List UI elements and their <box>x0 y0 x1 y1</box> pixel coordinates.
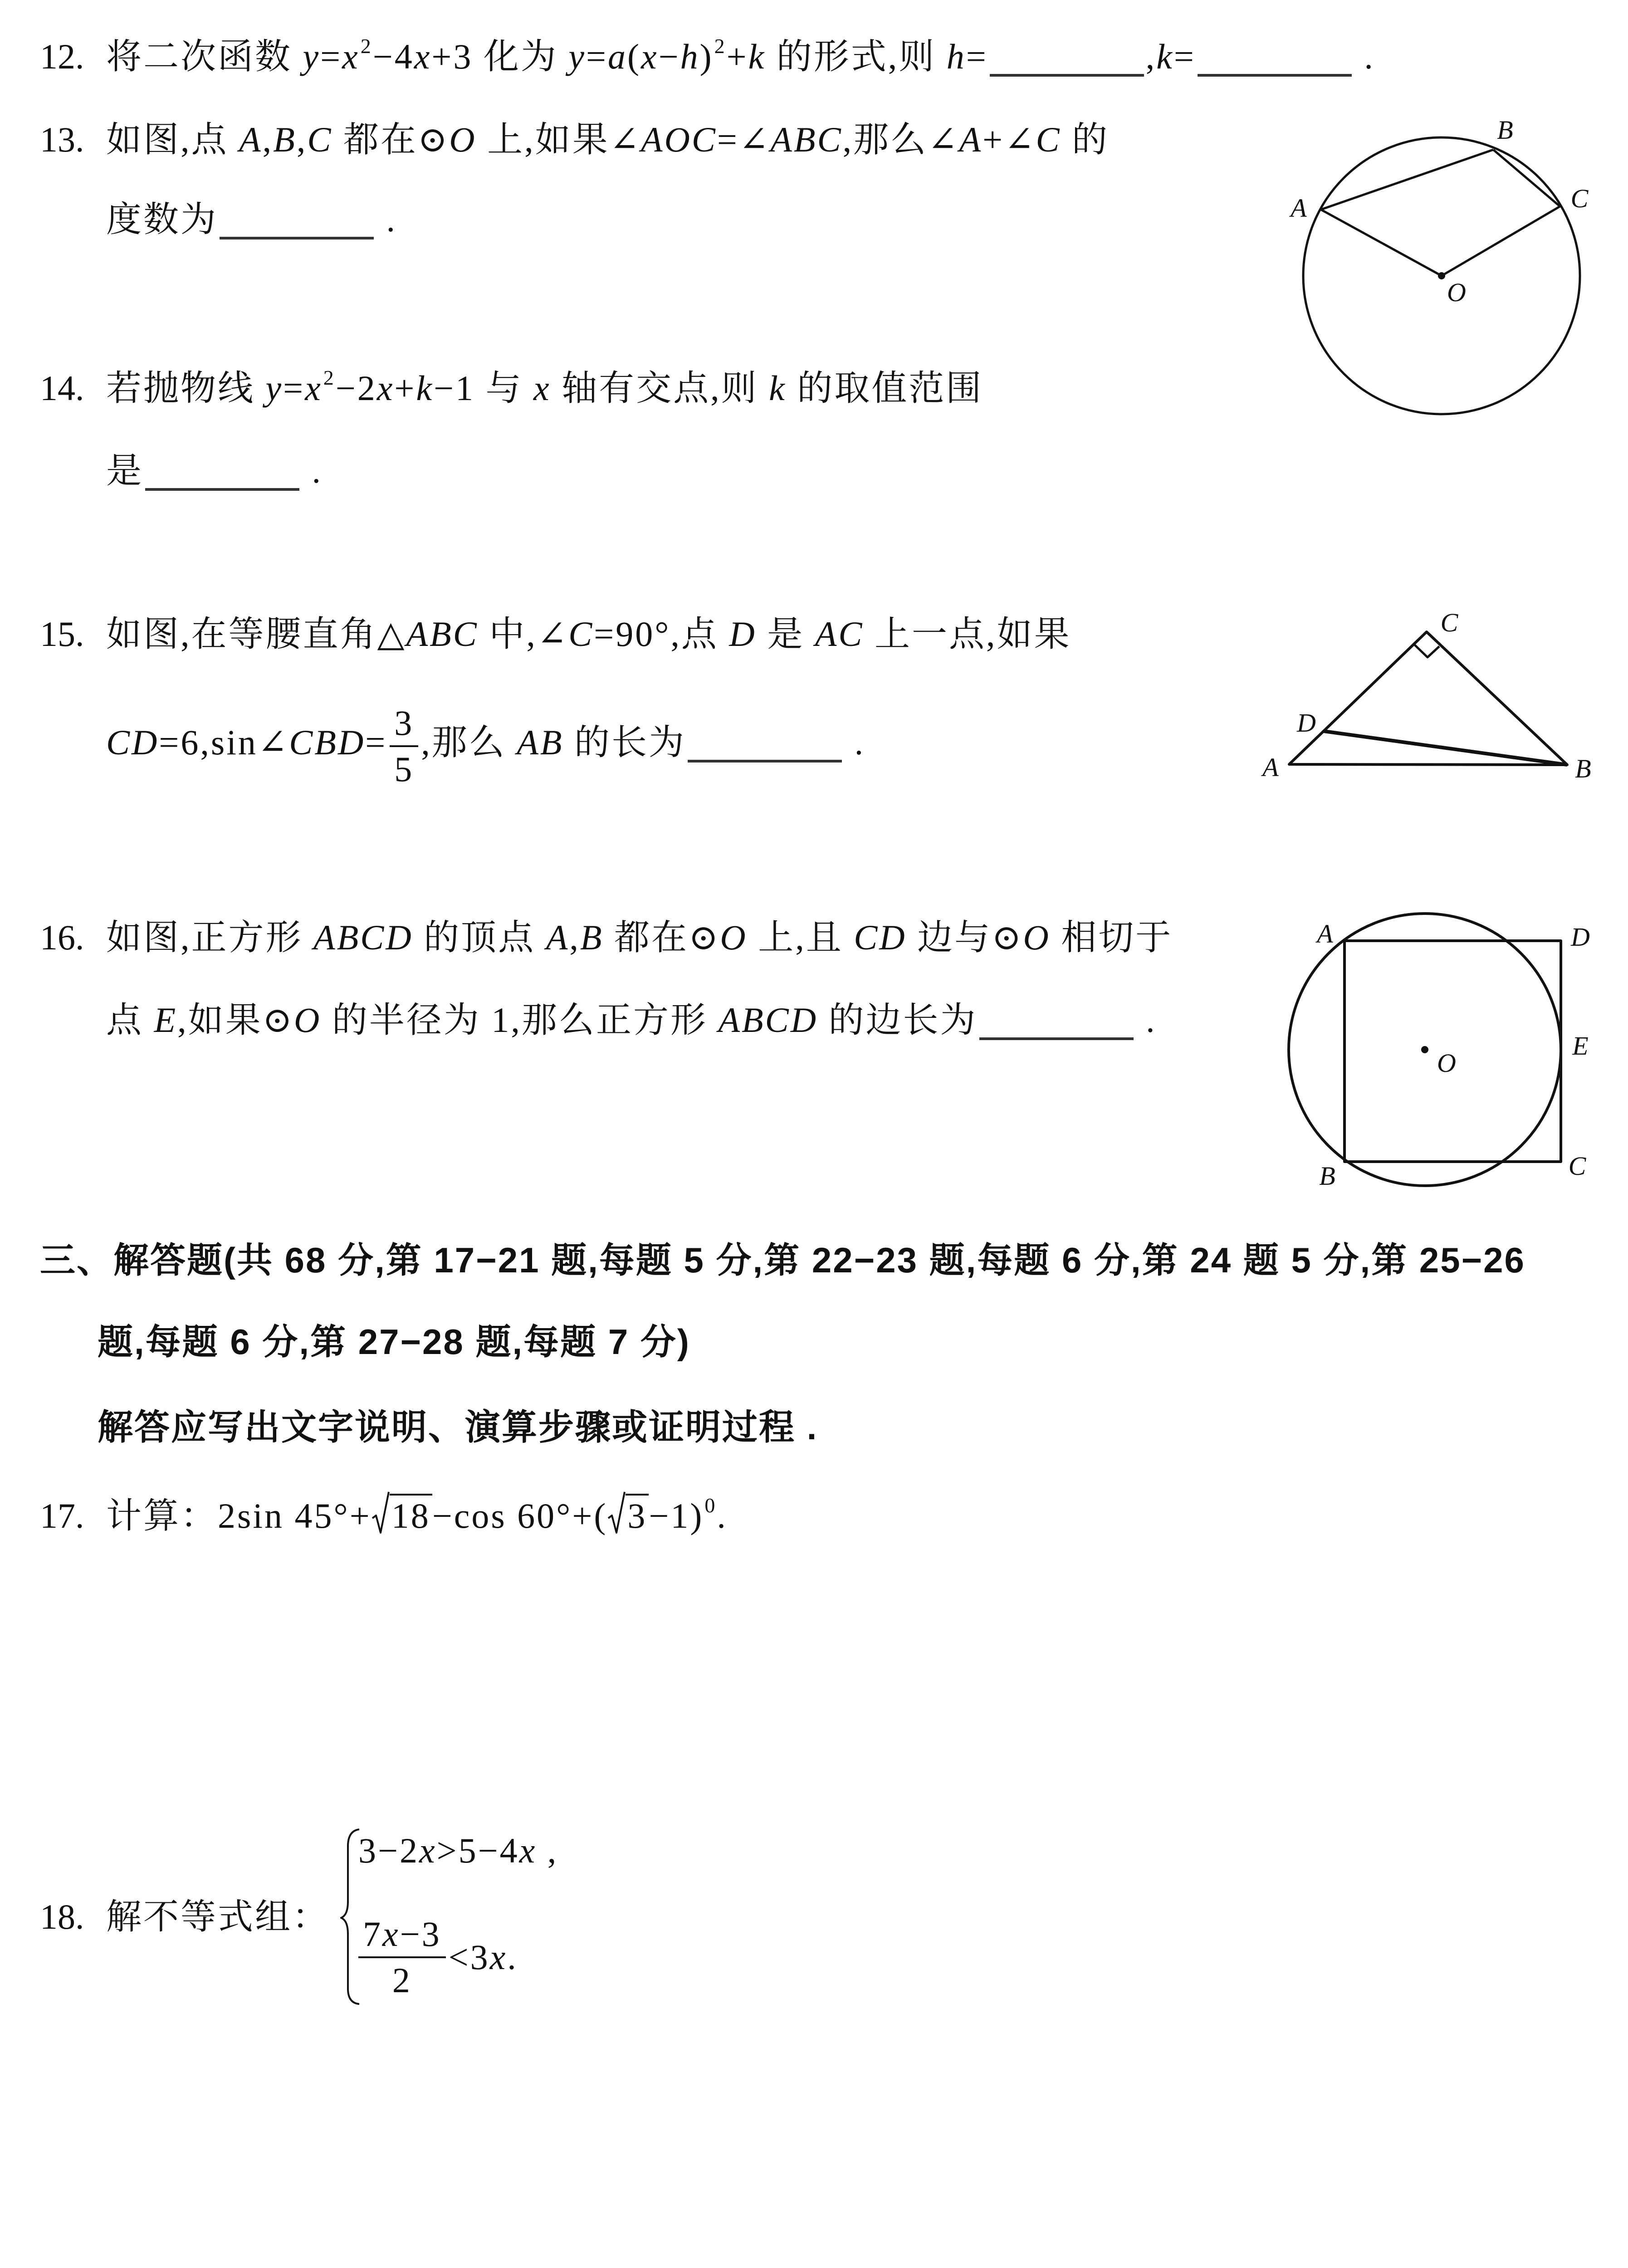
section-3-heading-line-1: 三、解答题(共 68 分,第 17−21 题,每题 5 分,第 22−23 题,每题 6 分,第 24 题 5 分,第 25−26 <box>40 1240 1525 1280</box>
question-14-line-2 <box>106 448 323 494</box>
superscript: 2 <box>360 34 373 58</box>
answer-blank <box>220 237 374 240</box>
text-run: 上,如果∠ <box>476 120 641 159</box>
question-16-line-1 <box>106 915 1173 960</box>
label-b: B <box>1319 1161 1335 1191</box>
question-13-line-2 <box>106 197 397 242</box>
label-b: B <box>1497 115 1513 145</box>
radicand <box>626 1494 649 1534</box>
text-run: 度数为 <box>106 200 218 239</box>
inequality-1 <box>358 1828 558 1873</box>
math-variable: x <box>533 368 551 408</box>
text-run: . <box>507 1937 518 1977</box>
math-variable: x <box>419 1831 437 1870</box>
math-variable: y <box>265 368 284 408</box>
text-run: 2 <box>392 1960 412 2000</box>
math-variable: ABCD <box>718 1000 818 1040</box>
text-run: 的顶点 <box>413 918 546 957</box>
math-variable: C <box>568 614 594 654</box>
math-variable: AOC <box>640 120 717 159</box>
text-run: 如图,点 <box>106 120 240 159</box>
text-run: , <box>537 1831 558 1870</box>
text-run: −cos 60°+( <box>432 1496 608 1535</box>
math-variable: CD <box>106 723 159 762</box>
right-angle-mark-icon <box>1415 645 1439 657</box>
text-run: 3 <box>394 703 414 743</box>
text-run: = <box>365 723 387 762</box>
math-variable: ABC <box>770 120 843 159</box>
math-variable: D <box>729 614 757 654</box>
text-run: 的半径为 1,那么正方形 <box>321 1000 719 1040</box>
text-run: =∠ <box>717 120 771 159</box>
text-run: −4 <box>372 37 414 76</box>
text-run: , <box>1145 37 1157 76</box>
question-15-line-1 <box>106 611 1071 657</box>
text-run: 上一点,如果 <box>864 614 1071 654</box>
question-13-figure-circle-abc <box>1261 104 1624 431</box>
math-variable: y <box>568 37 587 76</box>
math-variable: h <box>680 37 700 76</box>
text-run: 轴有交点,则 <box>551 368 769 408</box>
answer-blank <box>990 74 1144 77</box>
question-14-line-1 <box>106 366 983 411</box>
question-16-line-2 <box>106 997 1157 1043</box>
fraction-denominator <box>394 747 414 787</box>
fraction-denominator <box>392 1958 412 1998</box>
math-variable: O <box>720 918 748 957</box>
question-13-number: 13. <box>40 120 84 159</box>
label-a: A <box>1317 919 1333 948</box>
math-variable: AC <box>815 614 864 654</box>
text-run: = <box>1173 37 1196 76</box>
brace-path <box>341 1829 359 2004</box>
text-run: 18 <box>391 1496 430 1535</box>
answer-blank <box>979 1037 1134 1040</box>
question-15-figure-triangle <box>1252 603 1615 794</box>
question-13-line-1 <box>106 117 1109 162</box>
text-run: +3 化为 <box>431 37 569 76</box>
text-run: >5−4 <box>436 1831 519 1870</box>
question-12-number: 12. <box>40 37 84 76</box>
text-run: 5 <box>394 749 414 789</box>
question-15-line-2 <box>106 703 865 789</box>
question-16-number: 16. <box>40 918 84 957</box>
text-run: −2 <box>335 368 377 408</box>
text-run: 计算：2sin 45°+ <box>106 1496 372 1535</box>
text-run: 7 <box>363 1914 382 1954</box>
question-18-label: 解不等式组： <box>106 1897 330 1936</box>
text-run: . <box>376 200 397 239</box>
math-variable: k <box>769 368 787 408</box>
fraction <box>390 705 418 787</box>
text-run: +∠ <box>983 120 1036 159</box>
segment-ao <box>1321 210 1442 276</box>
fraction <box>358 1916 446 1998</box>
radicand <box>390 1494 432 1534</box>
segment-db <box>1324 731 1567 765</box>
text-run: + <box>726 37 748 76</box>
text-run: 的取值范围 <box>786 368 983 408</box>
question-17-number: 17. <box>40 1496 84 1535</box>
text-run: . <box>844 723 865 762</box>
segment-bc <box>1493 150 1560 206</box>
math-variable: A <box>239 120 263 159</box>
math-variable: x <box>414 37 432 76</box>
section-3-heading-line-2: 题,每题 6 分,第 27−28 题,每题 7 分) <box>98 1322 690 1362</box>
math-variable: CBD <box>289 723 366 762</box>
text-run: = <box>586 37 608 76</box>
label-d: D <box>1297 708 1316 738</box>
question-16-figure-square-circle <box>1270 903 1628 1211</box>
text-run: 中,∠ <box>478 614 569 654</box>
text-run: <3 <box>448 1937 490 1977</box>
math-variable: A <box>546 918 570 957</box>
answer-blank <box>145 488 299 491</box>
text-run: 的长为 <box>563 723 686 762</box>
label-a: A <box>1291 193 1307 223</box>
math-variable: B <box>273 120 297 159</box>
math-variable: y <box>303 37 321 76</box>
math-variable: AB <box>517 723 564 762</box>
text-run: ,那么∠ <box>842 120 959 159</box>
math-variable: x <box>519 1831 537 1870</box>
text-run: . <box>301 451 323 490</box>
math-variable: x <box>342 37 360 76</box>
math-variable: k <box>1156 37 1174 76</box>
text-run: 边与⊙ <box>906 918 1023 957</box>
center-point-o <box>1421 1046 1428 1053</box>
square-root <box>607 1494 649 1534</box>
radical-sign-icon <box>607 1491 626 1535</box>
label-o: O <box>1437 1048 1456 1078</box>
math-variable: E <box>154 1000 178 1040</box>
text-run: 如图,在等腰直角△ <box>106 614 406 654</box>
text-run: . <box>717 1496 728 1535</box>
math-variable: x <box>489 1937 508 1977</box>
text-run: 的形式,则 <box>766 37 947 76</box>
text-run: = <box>283 368 305 408</box>
math-variable: C <box>307 120 333 159</box>
fraction-numerator <box>390 705 418 747</box>
label-c: C <box>1568 1151 1586 1181</box>
text-run: − <box>658 37 680 76</box>
answer-blank <box>688 760 842 763</box>
label-o: O <box>1447 278 1466 307</box>
text-run: 3 <box>627 1496 647 1535</box>
label-c: C <box>1570 184 1589 213</box>
square-root <box>372 1494 432 1534</box>
text-run: 的边长为 <box>818 1000 978 1040</box>
text-run: 都在⊙ <box>332 120 450 159</box>
segment-co <box>1442 206 1560 276</box>
text-run: ( <box>627 37 641 76</box>
math-variable: a <box>608 37 628 76</box>
math-variable: O <box>449 120 477 159</box>
text-run: 点 <box>106 1000 154 1040</box>
math-variable: h <box>946 37 966 76</box>
question-15-number: 15. <box>40 614 84 654</box>
text-run: −1 与 <box>434 368 534 408</box>
question-14-number: 14. <box>40 368 84 408</box>
text-run: , <box>262 120 274 159</box>
label-a: A <box>1262 753 1279 782</box>
text-run: −1) <box>649 1496 704 1535</box>
math-variable: B <box>580 918 604 957</box>
text-run: =6,sin∠ <box>159 723 289 762</box>
text-run: . <box>1353 37 1375 76</box>
text-run: =90°,点 <box>594 614 729 654</box>
math-variable: x <box>382 1914 400 1954</box>
math-variable: CD <box>854 918 907 957</box>
label-e: E <box>1572 1031 1589 1061</box>
text-run: ,那么 <box>421 723 517 762</box>
text-run: 相切于 <box>1050 918 1173 957</box>
text-run: = <box>966 37 988 76</box>
text-run: 将二次函数 <box>106 37 303 76</box>
math-variable: x <box>305 368 323 408</box>
label-c: C <box>1440 608 1458 637</box>
math-variable: A <box>959 120 983 159</box>
radical-sign-icon <box>372 1491 390 1535</box>
math-variable: ABC <box>406 614 479 654</box>
label-d: D <box>1571 922 1590 952</box>
text-run: 的 <box>1061 120 1110 159</box>
text-run: ) <box>699 37 714 76</box>
math-variable: O <box>1023 918 1051 957</box>
text-run: 若抛物线 <box>106 368 266 408</box>
answer-blank <box>1198 74 1352 77</box>
center-point-o <box>1438 272 1445 279</box>
inequality-2 <box>358 1910 518 2005</box>
text-run: 都在⊙ <box>603 918 720 957</box>
math-variable: x <box>376 368 395 408</box>
fraction-numerator <box>358 1916 446 1958</box>
math-variable: O <box>294 1000 322 1040</box>
text-run: 是 <box>756 614 815 654</box>
question-18-number: 18. <box>40 1897 84 1936</box>
superscript: 2 <box>714 34 727 58</box>
label-b: B <box>1575 754 1591 783</box>
section-3-instruction: 解答应写出文字说明、演算步骤或证明过程 . <box>98 1407 818 1447</box>
math-variable: C <box>1036 120 1061 159</box>
segment-ab <box>1321 150 1493 210</box>
text-run: 3−2 <box>358 1831 419 1870</box>
text-run: −3 <box>400 1914 441 1954</box>
text-run: + <box>394 368 416 408</box>
text-run: , <box>296 120 308 159</box>
math-variable: k <box>416 368 434 408</box>
text-run: = <box>320 37 342 76</box>
text-run: 是 <box>106 451 144 490</box>
text-run: 上,且 <box>747 918 854 957</box>
math-variable: k <box>748 37 766 76</box>
text-run: , <box>569 918 580 957</box>
math-variable: x <box>641 37 659 76</box>
text-run: 如图,正方形 <box>106 918 314 957</box>
superscript: 0 <box>704 1494 717 1517</box>
text-run: . <box>1135 1000 1157 1040</box>
question-17-line-1 <box>106 1493 728 1539</box>
text-run: ,如果⊙ <box>177 1000 294 1040</box>
question-12-line-1 <box>106 34 1375 79</box>
superscript: 2 <box>323 366 336 389</box>
math-variable: ABCD <box>313 918 413 957</box>
